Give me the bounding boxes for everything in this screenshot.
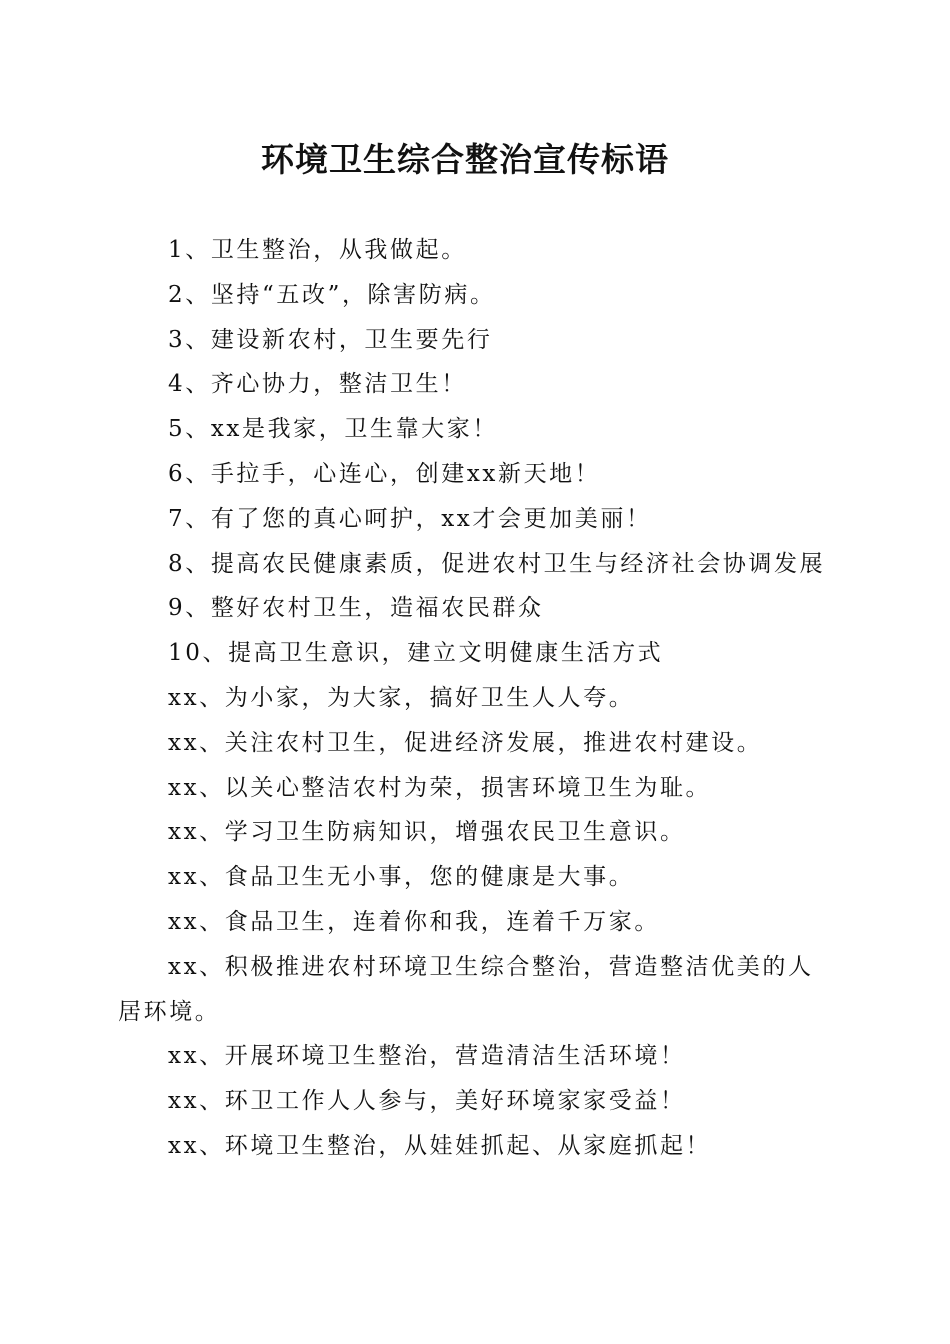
slogan-item-12: xx、关注农村卫生，促进经济发展，推进农村建设。: [168, 729, 763, 756]
slogan-item-17: xx、积极推进农村环境卫生综合整治，营造整洁优美的人居环境。: [118, 953, 814, 1025]
slogan-item-8: 8、提高农民健康素质，促进农村卫生与经济社会协调发展: [168, 550, 826, 577]
slogan-item-10: 10、提高卫生意识，建立文明健康生活方式: [168, 640, 664, 667]
slogan-item-7: 7、有了您的真心呵护，xx才会更加美丽！: [168, 505, 652, 532]
slogan-list: [118, 228, 830, 1169]
slogan-item-13: xx、以关心整洁农村为荣，损害环境卫生为耻。: [168, 774, 712, 801]
slogan-item-18: xx、开展环境卫生整治，营造清洁生活环境！: [168, 1043, 686, 1070]
slogan-item-3: 3、建设新农村，卫生要先行: [168, 326, 493, 353]
slogan-item-5: 5、xx是我家，卫生靠大家！: [168, 416, 498, 443]
slogan-item-2: 2、坚持“五改”，除害防病。: [168, 281, 496, 308]
slogan-item-1: 1、卫生整治，从我做起。: [168, 237, 467, 263]
slogan-item-6: 6、手拉手，心连心，创建xx新天地！: [168, 460, 601, 487]
slogan-item-14: xx、学习卫生防病知识，增强农民卫生意识。: [168, 819, 686, 846]
slogan-item-9: 9、整好农村卫生，造福农民群众: [168, 595, 544, 622]
slogan-item-11: xx、为小家，为大家，搞好卫生人人夸。: [168, 684, 635, 711]
slogan-item-15: xx、食品卫生无小事，您的健康是大事。: [168, 864, 635, 891]
slogan-item-19: xx、环卫工作人人参与，美好环境家家受益！: [168, 1088, 686, 1115]
slogan-item-20: xx、环境卫生整治，从娃娃抓起、从家庭抓起！: [168, 1132, 712, 1159]
slogan-item-16: xx、食品卫生，连着你和我，连着千万家。: [168, 908, 660, 935]
document-title: 环境卫生综合整治宣传标语: [261, 140, 669, 179]
slogan-item-4: 4、齐心协力，整洁卫生！: [168, 371, 467, 398]
